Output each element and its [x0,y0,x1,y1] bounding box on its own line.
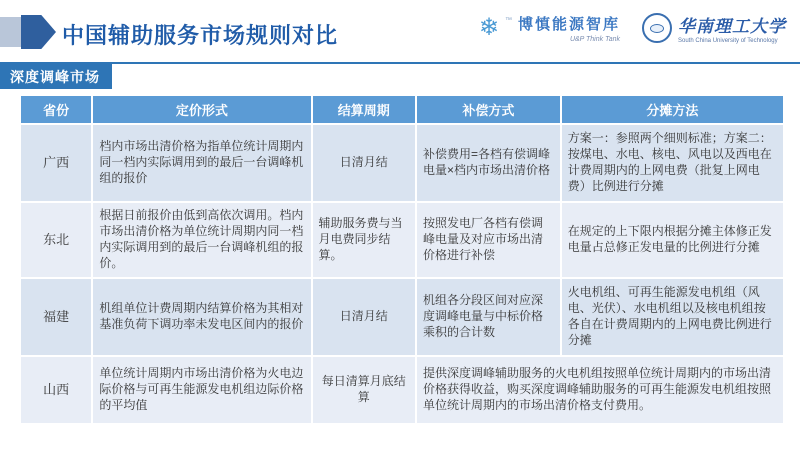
university-subtitle: South China University of Technology [678,38,778,44]
cell-province: 广西 [21,125,91,201]
cell-pricing: 机组单位计费周期内结算价格为其相对基准负荷下调功率未发电区间内的报价 [93,279,310,355]
column-header-settlement: 结算周期 [313,96,416,123]
market-comparison-table [19,94,785,425]
thinktank-logo [479,13,620,43]
table-row-fujian [21,279,783,355]
cell-settlement: 辅助服务费与当月电费同步结算。 [313,203,416,277]
cell-settlement: 日清月结 [313,125,416,201]
snowflake-icon: ❄ [478,14,499,41]
column-header-pricing: 定价形式 [93,96,310,123]
thinktank-subtitle: U&P Think Tank [569,36,620,43]
page-title: 中国辅助服务市场规则对比 [62,23,339,48]
column-header-compensation: 补偿方式 [417,96,560,123]
table-row-guangxi [21,125,783,201]
cell-allocation: 在规定的上下限内根据分摊主体修正发电量占总修正发电量的比例进行分摊 [562,203,783,277]
cell-allocation: 火电机组、可再生能源发电机组（风电、光伏）、水电机组以及核电机组按各自在计费周期内的上网电费比例进行分摊 [562,279,783,355]
university-seal-icon [642,13,672,43]
cell-allocation: 方案一：参照两个细则标准；方案二：按煤电、水电、核电、风电以及西电在计费周期内的上网电费（批复上网电费）比例进行分摊 [562,125,783,201]
cell-province: 东北 [21,203,91,277]
table-header-row [21,96,783,123]
cell-compensation: 机组各分段区间对应深度调峰电量与中标价格乘积的合计数 [417,279,560,355]
thinktank-name: 博慎能源智库 [517,16,620,33]
cell-compensation-allocation-merged: 提供深度调峰辅助服务的火电机组按照单位统计周期内的市场出清价格获得收益，购买深度调峰辅助服务的可再生能源发电机组按照单位统计周期内的市场出清价格支付费用。 [417,357,783,423]
section-label: 深度调峰市场 [0,64,112,89]
column-header-allocation: 分摊方法 [562,96,783,123]
table-row-dongbei [21,203,783,277]
cell-compensation: 按照发电厂各档有偿调峰电量及对应市场出清价格进行补偿 [417,203,560,277]
university-name: 华南理工大学 [678,17,786,37]
trademark-symbol: ™ [504,16,512,24]
university-logo [642,12,786,44]
cell-province: 福建 [21,279,91,355]
header-logos [479,12,786,44]
cell-compensation: 补偿费用=各档有偿调峰电量×档内市场出清价格 [417,125,560,201]
header-accent-arrow-icon [21,15,56,49]
header-divider [0,62,800,64]
cell-pricing: 单位统计周期内市场出清价格为火电边际价格与可再生能源发电机组边际价格的平均值 [93,357,310,423]
table-row-shanxi [21,357,783,423]
cell-province: 山西 [21,357,91,423]
cell-settlement: 每日清算月底结算 [313,357,416,423]
cell-pricing: 档内市场出清价格为指单位统计周期内同一档内实际调用到的最后一台调峰机组的报价 [93,125,310,201]
cell-pricing: 根据日前报价由低到高依次调用。档内市场出清价格为单位统计周期内同一档内实际调用到的最后一台调峰机组的报价。 [93,203,310,277]
column-header-province: 省份 [21,96,91,123]
cell-settlement: 日清月结 [313,279,416,355]
